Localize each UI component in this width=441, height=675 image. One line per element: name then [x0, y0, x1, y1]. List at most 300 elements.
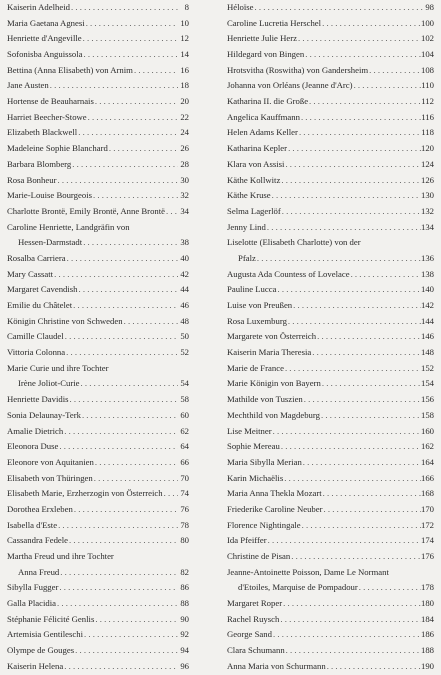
toc-leader-dots: [308, 94, 421, 110]
toc-entry-page: 176: [420, 551, 434, 562]
toc-entry-name: Johanna von Orléans (Jeanne d'Arc): [227, 80, 353, 91]
toc-leader-dots: [78, 282, 178, 298]
toc-entry-page: 42: [180, 268, 189, 279]
toc-entry-name: Dorothea Erxleben: [7, 503, 73, 514]
toc-entry: [7, 78, 189, 94]
toc-leader-dots: [256, 251, 421, 267]
toc-entry-page: 124: [420, 158, 434, 169]
toc-entry: [227, 643, 434, 659]
toc-entry: [7, 549, 189, 565]
toc-left-column: [7, 0, 189, 675]
toc-entry-name: Katharina II. die Große: [227, 96, 309, 107]
toc-entry: [227, 314, 434, 330]
toc-leader-dots: [123, 314, 178, 330]
toc-entry-page: 22: [180, 111, 189, 122]
toc-entry: [227, 94, 434, 110]
toc-entry-page: 130: [420, 190, 434, 201]
toc-leader-dots: [297, 31, 421, 47]
toc-leader-dots: [316, 329, 421, 345]
toc-entry: [227, 126, 434, 142]
toc-entry-page: 60: [180, 409, 189, 420]
toc-leader-dots: [280, 439, 421, 455]
toc-entry: [7, 31, 189, 47]
toc-entry-name: Jenny Lind: [227, 221, 266, 232]
toc-entry-page: 190: [420, 660, 434, 671]
toc-entry-name: Clara Schumann: [227, 645, 285, 656]
toc-entry: [227, 659, 434, 675]
toc-entry: [227, 63, 434, 79]
toc-leader-dots: [266, 220, 421, 236]
toc-entry-name: Mechthild von Magdeburg: [227, 409, 320, 420]
toc-entry-page: 54: [180, 378, 189, 389]
toc-leader-dots: [271, 188, 421, 204]
toc-entry-name: Sibylla Fugger: [7, 582, 59, 593]
toc-leader-dots: [254, 0, 423, 16]
toc-entry: [227, 267, 434, 283]
toc-entry-name: Isabella d'Este: [7, 519, 58, 530]
toc-entry-name: Maria Sibylla Merian: [227, 456, 302, 467]
toc-entry-page: 46: [180, 300, 189, 311]
toc-entry-name: Käthe Kollwitz: [227, 174, 281, 185]
toc-entry: [7, 314, 189, 330]
toc-entry: [7, 329, 189, 345]
toc-entry-page: 64: [180, 441, 189, 452]
toc-entry-name: Königin Christine von Schweden: [7, 315, 123, 326]
toc-entry: [227, 361, 434, 377]
toc-entry: [227, 251, 434, 267]
toc-entry-name: George Sand: [227, 629, 272, 640]
toc-leader-dots: [280, 173, 421, 189]
toc-leader-dots: [73, 502, 178, 518]
toc-entry: [7, 267, 189, 283]
toc-entry-name: Lise Meitner: [227, 425, 272, 436]
toc-entry-page: 180: [420, 598, 434, 609]
toc-entry-page: 62: [180, 425, 189, 436]
toc-leader-dots: [302, 455, 421, 471]
toc-entry: [227, 78, 434, 94]
toc-entry-page: 186: [420, 629, 434, 640]
toc-entry-name: Käthe Kruse: [227, 190, 271, 201]
toc-entry-page: 184: [420, 613, 434, 624]
toc-entry: [7, 580, 189, 596]
toc-entry-name: Ida Pfeiffer: [227, 535, 267, 546]
toc-leader-dots: [94, 612, 178, 628]
toc-entry: [7, 502, 189, 518]
toc-entry-page: 170: [420, 503, 434, 514]
toc-entry-page: 118: [421, 127, 434, 138]
toc-entry-name: Barbara Blomberg: [7, 158, 72, 169]
toc-entry: [7, 188, 189, 204]
toc-leader-dots: [87, 110, 178, 126]
toc-entry-name: Mathilde von Tuszien: [227, 394, 303, 405]
toc-entry-name: Klara von Assisi: [227, 158, 285, 169]
toc-entry-name: Augusta Ada Countess of Lovelace: [227, 268, 350, 279]
toc-leader-dots: [284, 361, 421, 377]
toc-entry-page: 166: [420, 472, 434, 483]
toc-leader-dots: [56, 173, 178, 189]
toc-entry: [7, 439, 189, 455]
toc-leader-dots: [70, 0, 178, 16]
toc-entry: [7, 220, 189, 236]
toc-leader-dots: [353, 78, 422, 94]
toc-entry: [227, 439, 434, 455]
toc-entry: [7, 110, 189, 126]
toc-leader-dots: [321, 376, 421, 392]
toc-entry-page: 78: [180, 519, 189, 530]
toc-leader-dots: [85, 16, 178, 32]
toc-entry-name: Hessen-Darmstadt: [18, 237, 83, 248]
toc-entry: [227, 455, 434, 471]
toc-entry-name: Rosa Luxemburg: [227, 315, 287, 326]
toc-leader-dots: [285, 643, 421, 659]
toc-entry-name: Henriette Davidis: [7, 394, 69, 405]
toc-entry-name: Amalie Dietrich: [7, 425, 64, 436]
toc-leader-dots: [72, 298, 178, 314]
toc-entry-page: 10: [180, 17, 189, 28]
toc-entry-page: 40: [180, 252, 189, 263]
toc-leader-dots: [272, 424, 421, 440]
toc-leader-dots: [311, 345, 421, 361]
toc-entry-name: Martha Freud und ihre Tochter: [7, 551, 114, 562]
toc-leader-dots: [58, 580, 178, 596]
toc-leader-dots: [64, 329, 178, 345]
toc-leader-dots: [301, 518, 421, 534]
toc-leader-dots: [94, 94, 178, 110]
toc-entry: [227, 298, 434, 314]
toc-leader-dots: [163, 486, 178, 502]
toc-entry-name: Margaret Roper: [227, 598, 283, 609]
toc-entry: [7, 518, 189, 534]
toc-leader-dots: [276, 282, 421, 298]
toc-leader-dots: [93, 471, 178, 487]
toc-entry-name: Rosalba Carriera: [7, 252, 66, 263]
toc-leader-dots: [49, 78, 178, 94]
toc-entry-page: 108: [420, 64, 434, 75]
toc-entry: [227, 596, 434, 612]
toc-entry: [227, 329, 434, 345]
toc-entry-page: 8: [184, 1, 189, 12]
toc-leader-dots: [281, 204, 421, 220]
toc-right-column: [227, 0, 434, 675]
toc-entry-page: 138: [420, 268, 434, 279]
toc-entry: [7, 251, 189, 267]
toc-entry-page: 160: [420, 425, 434, 436]
toc-entry-name: Caroline Henriette, Landgräfin von: [7, 221, 130, 232]
toc-entry-name: Marie Curie und ihre Tochter: [7, 362, 109, 373]
toc-entry: [7, 361, 189, 377]
toc-entry: [7, 345, 189, 361]
toc-leader-dots: [92, 188, 178, 204]
toc-entry-name: Elisabeth Marie, Erzherzogin von Österreich: [7, 488, 163, 499]
toc-entry: [227, 47, 434, 63]
toc-entry: [7, 612, 189, 628]
toc-entry-page: 142: [420, 300, 434, 311]
toc-entry-name: Sonia Delaunay-Terk: [7, 409, 81, 420]
toc-leader-dots: [82, 31, 178, 47]
toc-entry-page: 88: [180, 598, 189, 609]
toc-entry-name: Marie Königin von Bayern: [227, 378, 321, 389]
toc-leader-dots: [267, 533, 421, 549]
toc-entry: [227, 628, 434, 644]
toc-leader-dots: [65, 345, 178, 361]
toc-entry: [227, 392, 434, 408]
toc-entry: [227, 565, 434, 581]
toc-leader-dots: [77, 125, 178, 141]
toc-entry-name: Hortense de Beauharnais: [7, 96, 94, 107]
toc-entry: [7, 16, 189, 32]
toc-entry: [227, 235, 434, 251]
toc-entry: [227, 110, 434, 126]
toc-entry-name: Elizabeth Blackwell: [7, 127, 78, 138]
toc-entry-page: 28: [180, 158, 189, 169]
toc-entry-page: 76: [180, 503, 189, 514]
toc-entry-name: Rachel Ruysch: [227, 613, 280, 624]
toc-entry-page: 94: [180, 645, 189, 656]
toc-entry-page: 14: [180, 49, 189, 60]
toc-entry: [227, 220, 434, 236]
toc-entry: [7, 659, 189, 675]
toc-entry: [7, 173, 189, 189]
toc-entry: [227, 188, 434, 204]
toc-leader-dots: [323, 502, 421, 518]
toc-leader-dots: [303, 392, 421, 408]
toc-entry: [7, 533, 189, 549]
toc-entry-name: d'Etoiles, Marquise de Pompadour: [238, 582, 358, 593]
toc-entry: [227, 157, 434, 173]
toc-entry-name: Maria Gaetana Agnesi: [7, 17, 85, 28]
toc-entry: [227, 0, 434, 16]
toc-entry: [7, 94, 189, 110]
toc-entry-page: 126: [420, 174, 434, 185]
toc-leader-dots: [63, 659, 178, 675]
toc-entry: [227, 502, 434, 518]
toc-entry-name: Henriette Julie Herz: [227, 33, 297, 44]
toc-leader-dots: [53, 267, 178, 283]
toc-entry-page: 144: [420, 315, 434, 326]
toc-entry: [227, 471, 434, 487]
toc-leader-dots: [81, 408, 178, 424]
toc-leader-dots: [165, 204, 178, 220]
toc-entry-page: 152: [420, 362, 434, 373]
toc-leader-dots: [320, 408, 421, 424]
toc-leader-dots: [287, 141, 421, 157]
toc-entry-page: 20: [180, 96, 189, 107]
toc-entry-name: Kaiserin Helena: [7, 660, 64, 671]
toc-entry: [227, 486, 434, 502]
toc-leader-dots: [94, 455, 178, 471]
toc-entry-page: 50: [180, 331, 189, 342]
toc-entry-name: Elisabeth von Thüringen: [7, 472, 93, 483]
toc-entry-page: 134: [420, 221, 434, 232]
toc-entry-page: 156: [420, 394, 434, 405]
toc-entry-name: Madeleine Sophie Blanchard: [7, 143, 108, 154]
toc-entry-page: 120: [420, 143, 434, 154]
toc-entry: [227, 377, 434, 393]
toc-leader-dots: [71, 157, 178, 173]
toc-leader-dots: [68, 533, 178, 549]
toc-entry: [7, 471, 189, 487]
toc-leader-dots: [300, 110, 421, 126]
toc-entry-page: 148: [420, 347, 434, 358]
toc-entry-name: Liselotte (Elisabeth Charlotte) von der: [227, 237, 361, 248]
toc-entry-page: 98: [425, 1, 434, 12]
toc-entry-page: 96: [180, 660, 189, 671]
toc-entry-page: 100: [420, 17, 434, 28]
toc-entry-page: 58: [180, 394, 189, 405]
toc-entry-name: Hrotsvitha (Roswitha) von Gandersheim: [227, 64, 369, 75]
toc-entry-name: Galla Placidia: [7, 598, 56, 609]
toc-entry-page: 74: [180, 488, 189, 499]
toc-entry-page: 154: [420, 378, 434, 389]
toc-entry: [227, 424, 434, 440]
toc-entry: [7, 204, 189, 220]
toc-leader-dots: [279, 612, 421, 628]
toc-leader-dots: [74, 643, 178, 659]
toc-leader-dots: [83, 47, 178, 63]
toc-entry-name: Eleonore von Aquitanien: [7, 456, 94, 467]
toc-entry-name: Sophie Mereau: [227, 441, 280, 452]
toc-entry-page: 26: [180, 143, 189, 154]
toc-entry-page: 172: [420, 519, 434, 530]
toc-entry-page: 48: [180, 315, 189, 326]
toc-entry-page: 158: [420, 409, 434, 420]
toc-entry: [227, 204, 434, 220]
toc-entry-name: Maria Anna Thekla Mozart: [227, 488, 322, 499]
toc-entry: [227, 408, 434, 424]
toc-entry-page: 16: [180, 64, 189, 75]
toc-entry: [227, 580, 434, 596]
toc-entry: [7, 298, 189, 314]
toc-entry-name: Anna Maria von Schurmann: [227, 660, 326, 671]
toc-entry-name: Vittoria Colonna: [7, 347, 66, 358]
toc-entry-page: 52: [180, 347, 189, 358]
toc-entry: [227, 31, 434, 47]
toc-leader-dots: [272, 627, 421, 643]
toc-entry: [7, 628, 189, 644]
toc-leader-dots: [57, 518, 178, 534]
toc-entry-name: Margaret Cavendish: [7, 284, 78, 295]
toc-entry-page: 188: [420, 645, 434, 656]
toc-entry-name: Rosa Bonheur: [7, 174, 57, 185]
toc-entry-name: Héloïse: [227, 1, 254, 12]
toc-leader-dots: [133, 63, 178, 79]
toc-entry: [7, 377, 189, 393]
toc-entry-name: Selma Lagerlöf: [227, 205, 281, 216]
toc-leader-dots: [283, 471, 421, 487]
toc-entry: [7, 282, 189, 298]
toc-entry-page: 70: [180, 472, 189, 483]
toc-entry-page: 140: [420, 284, 434, 295]
toc-entry: [7, 126, 189, 142]
toc-leader-dots: [83, 627, 178, 643]
toc-entry-name: Pfalz: [238, 252, 256, 263]
toc-entry-page: 44: [180, 284, 189, 295]
toc-entry-page: 116: [421, 111, 434, 122]
toc-leader-dots: [66, 251, 178, 267]
toc-entry-name: Katharina Kepler: [227, 143, 288, 154]
toc-entry-page: 66: [180, 456, 189, 467]
toc-entry: [7, 486, 189, 502]
toc-entry-page: 82: [180, 566, 189, 577]
toc-leader-dots: [358, 580, 421, 596]
toc-entry: [7, 424, 189, 440]
toc-entry-name: Kaiserin Adelheid: [7, 1, 70, 12]
toc-entry: [227, 518, 434, 534]
toc-entry-name: Sofonisba Anguissola: [7, 49, 83, 60]
toc-entry-page: 18: [180, 80, 189, 91]
toc-entry-name: Luise von Preußen: [227, 300, 293, 311]
toc-entry-page: 136: [420, 252, 434, 263]
toc-entry-name: Friederike Caroline Neuber: [227, 503, 323, 514]
toc-entry-page: 110: [421, 80, 434, 91]
toc-entry-name: Marie de France: [227, 362, 284, 373]
toc-entry-name: Christine de Pisan: [227, 551, 291, 562]
toc-entry-page: 12: [180, 33, 189, 44]
toc-entry-page: 164: [420, 456, 434, 467]
toc-leader-dots: [284, 157, 421, 173]
toc-entry-name: Kaiserin Maria Theresia: [227, 347, 312, 358]
toc-entry-name: Harriet Beecher-Stowe: [7, 111, 87, 122]
toc-leader-dots: [287, 314, 421, 330]
toc-entry: [7, 63, 189, 79]
toc-entry-page: 132: [420, 205, 434, 216]
toc-leader-dots: [63, 424, 178, 440]
toc-entry-page: 178: [420, 582, 434, 593]
toc-entry-name: Eleonora Duse: [7, 441, 59, 452]
toc-entry-page: 34: [180, 205, 189, 216]
toc-leader-dots: [298, 125, 421, 141]
toc-entry: [7, 157, 189, 173]
toc-leader-dots: [82, 235, 178, 251]
toc-entry: [227, 173, 434, 189]
toc-entry-name: Cassandra Fedele: [7, 535, 69, 546]
toc-entry: [7, 47, 189, 63]
toc-entry: [7, 408, 189, 424]
toc-entry: [227, 345, 434, 361]
toc-entry-page: 24: [180, 127, 189, 138]
toc-entry-name: Caroline Lucretia Herschel: [227, 17, 322, 28]
toc-entry-name: Artemisia Gentileschi: [7, 629, 83, 640]
toc-entry-page: 92: [180, 629, 189, 640]
toc-leader-dots: [58, 439, 178, 455]
toc-leader-dots: [292, 298, 421, 314]
toc-leader-dots: [59, 565, 178, 581]
toc-leader-dots: [69, 392, 178, 408]
toc-leader-dots: [80, 376, 178, 392]
toc-entry-name: Margarete von Österreich: [227, 331, 317, 342]
toc-entry-page: 104: [420, 49, 434, 60]
toc-entry: [7, 235, 189, 251]
toc-entry-name: Karin Michaëlis: [227, 472, 284, 483]
toc-entry-name: Hildegard von Bingen: [227, 49, 305, 60]
toc-entry-page: 86: [180, 582, 189, 593]
toc-leader-dots: [322, 486, 421, 502]
toc-entry-name: Bettina (Anna Elisabeth) von Arnim: [7, 64, 133, 75]
toc-entry-page: 112: [421, 96, 434, 107]
toc-leader-dots: [108, 141, 178, 157]
toc-entry: [7, 596, 189, 612]
toc-entry-page: 90: [180, 613, 189, 624]
toc-entry-name: Anna Freud: [18, 566, 60, 577]
toc-leader-dots: [56, 596, 178, 612]
toc-entry-name: Florence Nightingale: [227, 519, 301, 530]
toc-entry-name: Charlotte Brontë, Emily Brontë, Anne Brontë: [7, 205, 166, 216]
toc-entry-name: Angelica Kauffmann: [227, 111, 300, 122]
toc-leader-dots: [321, 16, 421, 32]
toc-entry-page: 162: [420, 441, 434, 452]
toc-entry: [7, 455, 189, 471]
toc-entry-page: 32: [180, 190, 189, 201]
